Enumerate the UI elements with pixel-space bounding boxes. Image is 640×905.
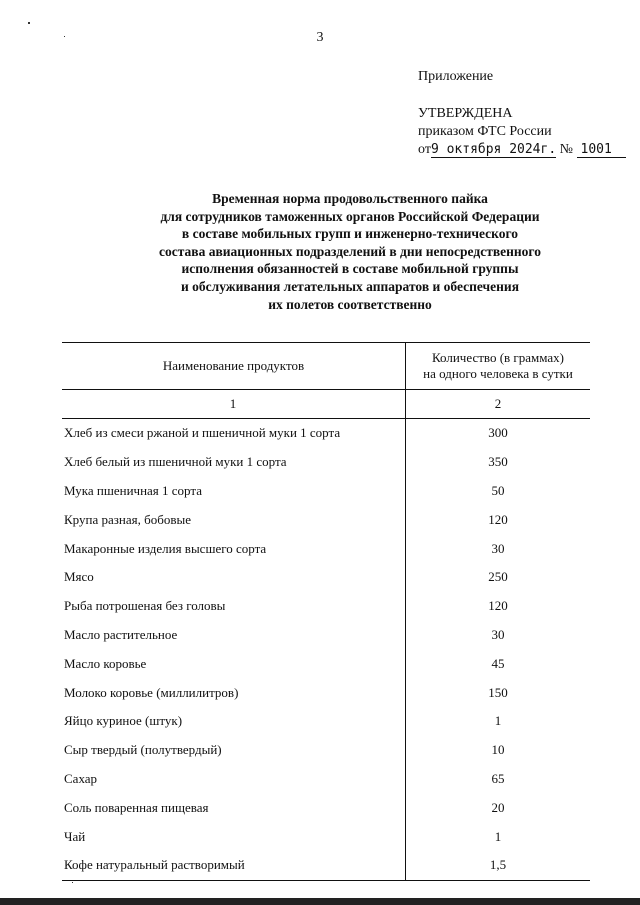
product-amount: 30: [491, 540, 505, 556]
header-amount-line2: на одного человека в сутки: [423, 366, 573, 381]
title-line: Временная норма продовольственного пайка: [212, 191, 488, 206]
title-line: и обслуживания летательных аппаратов и обеспечения: [180, 278, 520, 294]
header-amount-line1: Количество (в граммах): [432, 350, 564, 365]
header-amount: [406, 343, 591, 390]
order-number: 1001: [577, 142, 626, 158]
product-name: Крупа разная, бобовые: [62, 505, 406, 534]
table-row: [62, 678, 590, 707]
scan-speck: [28, 22, 30, 24]
table-row: [62, 448, 590, 477]
ration-table: [62, 342, 590, 881]
product-amount: 250: [488, 569, 508, 585]
table-row: [62, 563, 590, 592]
product-amount: 65: [491, 770, 505, 786]
product-amount: 1,5: [406, 851, 591, 880]
product-name: Хлеб белый из пшеничной муки 1 сорта: [62, 448, 406, 477]
title-line: для сотрудников таможенных органов Российской Федерации: [160, 208, 540, 224]
product-amount: 300: [488, 425, 508, 441]
table-row: [62, 822, 590, 851]
approval-line1: УТВЕРЖДЕНА: [418, 106, 513, 121]
product-name: Чай: [62, 822, 406, 851]
product-amount: 1: [494, 828, 502, 844]
table-row: [62, 649, 590, 678]
title-line: исполнения обязанностей в составе мобильной группы: [181, 261, 519, 277]
product-name: Мука пшеничная 1 сорта: [62, 477, 406, 506]
table-row: [62, 534, 590, 563]
product-amount: 30: [491, 626, 505, 642]
approval-date-line: [418, 141, 626, 159]
product-name: Соль поваренная пищевая: [62, 793, 406, 822]
product-amount: 45: [491, 655, 505, 671]
table-row: [62, 419, 590, 448]
product-name: Макаронные изделия высшего сорта: [62, 534, 406, 563]
product-amount: 1: [494, 713, 502, 729]
table-row: [62, 477, 590, 506]
product-name: Сахар: [62, 765, 406, 794]
scan-speck: [72, 882, 73, 883]
product-amount: 20: [491, 799, 505, 815]
appendix-label: Приложение: [418, 69, 494, 84]
table-row: [62, 592, 590, 621]
page-number: 3: [316, 30, 324, 45]
number-prefix: №: [559, 142, 574, 157]
table-row: [62, 765, 590, 794]
date-prefix: от: [418, 142, 431, 157]
product-amount: 10: [491, 742, 505, 758]
table-header-row: [62, 343, 590, 390]
document-title: [110, 190, 590, 313]
table-row: [62, 621, 590, 650]
column-number-1: 1: [62, 390, 406, 419]
product-name: Молоко коровье (миллилитров): [62, 678, 406, 707]
table-row: [62, 736, 590, 765]
title-line: в составе мобильных групп и инженерно-технического: [181, 226, 519, 242]
header-product: Наименование продуктов: [62, 343, 406, 390]
product-name: Хлеб из смеси ржаной и пшеничной муки 1 сорта: [62, 419, 406, 448]
product-name: Рыба потрошеная без головы: [62, 592, 406, 621]
product-name: Масло коровье: [62, 649, 406, 678]
product-amount: 350: [488, 454, 508, 470]
title-line: их полетов соответственно: [268, 296, 432, 312]
table-row: [62, 707, 590, 736]
table-row: [62, 851, 590, 880]
product-name: Кофе натуральный растворимый: [62, 851, 406, 880]
table-row: [62, 793, 590, 822]
approval-line2: приказом ФТС России: [418, 124, 552, 139]
product-name: Масло растительное: [62, 621, 406, 650]
table-row: [62, 505, 590, 534]
scan-edge: [0, 898, 640, 905]
product-amount: 150: [488, 684, 508, 700]
product-name: Сыр твердый (полутвердый): [62, 736, 406, 765]
product-amount: 120: [488, 598, 508, 614]
column-number-row: [62, 390, 590, 419]
column-number-2: 2: [406, 390, 591, 419]
product-name: Мясо: [62, 563, 406, 592]
date-value: 9 октября 2024г.: [430, 142, 557, 157]
product-amount: 120: [488, 511, 508, 527]
title-line: состава авиационных подразделений в дни непосредственного: [159, 243, 541, 259]
approval-block: [418, 105, 626, 159]
product-amount: 50: [491, 482, 505, 498]
product-name: Яйцо куриное (штук): [62, 707, 406, 736]
